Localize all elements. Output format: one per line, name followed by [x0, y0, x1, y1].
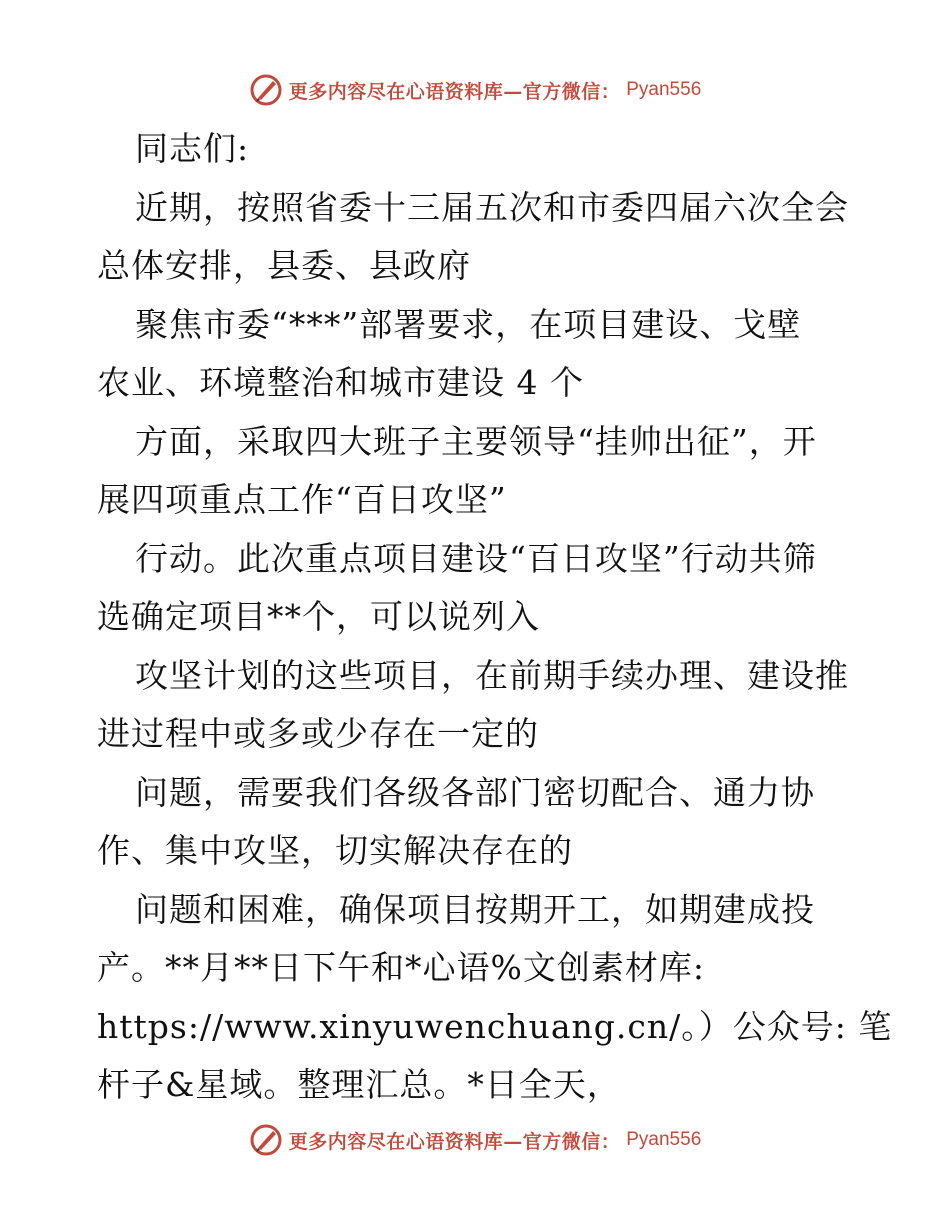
paragraph-line: 总体安排，县委、县政府	[97, 246, 471, 285]
paragraph-line: 问题和困难，确保项目按期开工，如期建成投	[135, 889, 815, 929]
paragraph-line: 进过程中或多或少存在一定的	[97, 714, 539, 753]
salutation: 同志们:	[135, 129, 250, 168]
paragraph-line: 攻坚计划的这些项目，在前期手续办理、建设推	[135, 655, 849, 695]
pen-logo-icon	[249, 1123, 283, 1157]
watermark-text: 更多内容尽在心语资料库—官方微信：	[288, 80, 621, 103]
paragraph-line: 展四项重点工作“百日攻坚”	[97, 480, 507, 519]
paragraph-line: 问题，需要我们各级各部门密切配合、通力协	[135, 772, 815, 812]
paragraph-line: 聚焦市委“***”部署要求，在项目建设、戈壁	[135, 304, 802, 344]
paragraph-line: 产。**月**日下午和*心语%文创素材库:	[97, 948, 705, 987]
pen-logo-icon	[249, 73, 283, 107]
paragraph-line: 选确定项目**个，可以说列入	[97, 597, 540, 636]
paragraph-line: 杆子&星域。整理汇总。*日全天，	[97, 1065, 621, 1104]
watermark-header	[0, 70, 950, 110]
paragraph-line: 行动。此次重点项目建设“百日攻坚”行动共筛	[135, 538, 817, 578]
watermark-wechat-id: Pyan556	[626, 79, 702, 100]
watermark-text: 更多内容尽在心语资料库—官方微信：	[288, 1130, 621, 1153]
watermark-footer	[0, 1120, 950, 1160]
paragraph-line-url: https://www.xinyuwenchuang.cn/。）公众号: 笔	[97, 1006, 893, 1046]
paragraph-line: 农业、环境整治和城市建设 4 个	[97, 363, 584, 402]
watermark-wechat-id: Pyan556	[626, 1129, 702, 1150]
paragraph-line: 作、集中攻坚，切实解决存在的	[97, 831, 573, 870]
paragraph-line: 方面，采取四大班子主要领导“挂帅出征”，开	[135, 421, 817, 461]
paragraph-line: 近期，按照省委十三届五次和市委四届六次全会	[135, 187, 849, 227]
document-body	[97, 120, 893, 1115]
